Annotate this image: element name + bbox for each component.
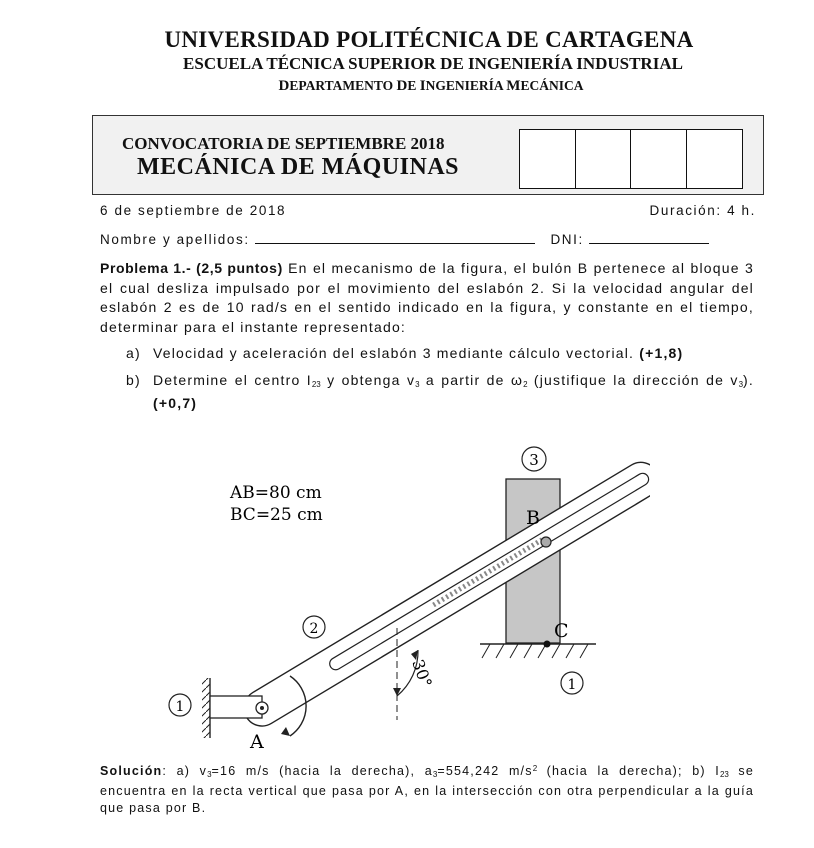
- problem-items: [126, 344, 754, 421]
- solution-label: Solución: [100, 764, 163, 778]
- subscript: 3: [207, 770, 212, 779]
- rotation-arrowhead: [281, 727, 290, 736]
- list-item: [126, 344, 754, 364]
- exam-duration: Duración: 4 h.: [649, 203, 756, 218]
- problem-statement: [100, 259, 754, 337]
- item-b-text: Determine el centro I: [153, 371, 312, 388]
- dni-field[interactable]: [589, 231, 709, 244]
- list-item: [126, 371, 754, 414]
- name-label: Nombre y apellidos:: [100, 232, 250, 247]
- item-b-text: a partir de ω: [419, 371, 524, 388]
- point-a-label: A: [250, 731, 264, 753]
- mechanism-figure: [150, 440, 650, 758]
- student-line: [100, 231, 709, 247]
- label-1-right: 1: [567, 677, 577, 693]
- dimension-bc: BC=25 cm: [230, 505, 323, 525]
- solution-part: (hacia la derecha); b) I: [537, 764, 720, 778]
- pin-b: [541, 537, 551, 547]
- point-c-dot: [544, 641, 551, 648]
- university-name: UNIVERSIDAD POLITÉCNICA DE CARTAGENA: [164, 27, 694, 52]
- grade-box[interactable]: [630, 129, 687, 189]
- wall-hatch: [202, 678, 210, 738]
- grade-box[interactable]: [575, 129, 632, 189]
- subscript: 3: [738, 379, 744, 389]
- subscript: 23: [311, 379, 321, 389]
- label-3: 3: [529, 451, 539, 469]
- solution-part: =554,242 m/s: [437, 764, 533, 778]
- course-title: MECÁNICA DE MÁQUINAS: [137, 154, 460, 180]
- item-a-points: (+1,8): [639, 345, 684, 361]
- pivot-a-center: [260, 706, 264, 710]
- subscript: 3: [415, 379, 420, 389]
- department-name: DEPARTAMENTO DE INGENIERÍA MECÁNICA: [278, 78, 584, 94]
- name-field[interactable]: [255, 231, 535, 244]
- superscript: 2: [532, 764, 538, 773]
- subscript: 3: [432, 770, 438, 779]
- label-2: 2: [309, 621, 319, 637]
- pivot-support: [210, 696, 262, 718]
- grade-boxes: [521, 129, 751, 189]
- angle-arrowhead: [393, 688, 401, 696]
- exam-session: CONVOCATORIA DE SEPTIEMBRE 2018: [122, 134, 445, 153]
- item-b-text: y obtenga v: [320, 371, 416, 388]
- grade-box[interactable]: [686, 129, 743, 189]
- item-a-text: Velocidad y aceleración del eslabón 3 mediante cálculo vectorial.: [153, 345, 635, 361]
- item-b-text: (justifique la dirección de v: [527, 371, 739, 388]
- exam-date: 6 de septiembre de 2018: [100, 203, 287, 218]
- subscript: 2: [523, 379, 528, 389]
- date-line: [100, 203, 756, 218]
- grade-box[interactable]: [519, 129, 576, 189]
- angle-label: 30°: [408, 656, 436, 691]
- link-2-slot: [327, 471, 650, 672]
- problem-title: Problema 1.- (2,5 puntos): [100, 260, 283, 276]
- school-name: ESCUELA TÉCNICA SUPERIOR DE INGENIERÍA INDUSTRIAL: [183, 54, 683, 73]
- problem-text: En el mecanismo de la figura, el bulón B pertenece al bloque 3 el cual desliza impulsado por el movimiento del eslabón 2. Si la velocidad angular del eslabón 2 es de 10 rad/s en el sentido indicado en la figura, y constante en el tiempo, determinar para el instante representado:: [100, 260, 755, 335]
- item-label: a): [126, 345, 141, 361]
- solution-part: =16 m/s (hacia la derecha), a: [211, 764, 433, 778]
- item-b-points: (+0,7): [153, 395, 198, 411]
- subscript: 23: [719, 770, 729, 779]
- angle-arrowhead: [411, 650, 418, 660]
- dni-label: DNI:: [550, 232, 584, 247]
- ground-hatch: [482, 644, 588, 658]
- point-b-label: B: [526, 507, 540, 529]
- title-box: [92, 115, 764, 195]
- label-1-left: 1: [175, 699, 185, 715]
- solution-part: : a) v: [162, 764, 208, 778]
- item-b-text: ).: [743, 371, 754, 388]
- solution-text: [100, 760, 754, 817]
- dimension-ab: AB=80 cm: [230, 483, 322, 503]
- point-c-label: C: [554, 620, 569, 642]
- item-label: b): [126, 371, 141, 388]
- solution-part: se encuentra en la recta vertical que pasa por A, en la intersección con otra perpendicular a la guía que pasa por B.: [100, 764, 755, 815]
